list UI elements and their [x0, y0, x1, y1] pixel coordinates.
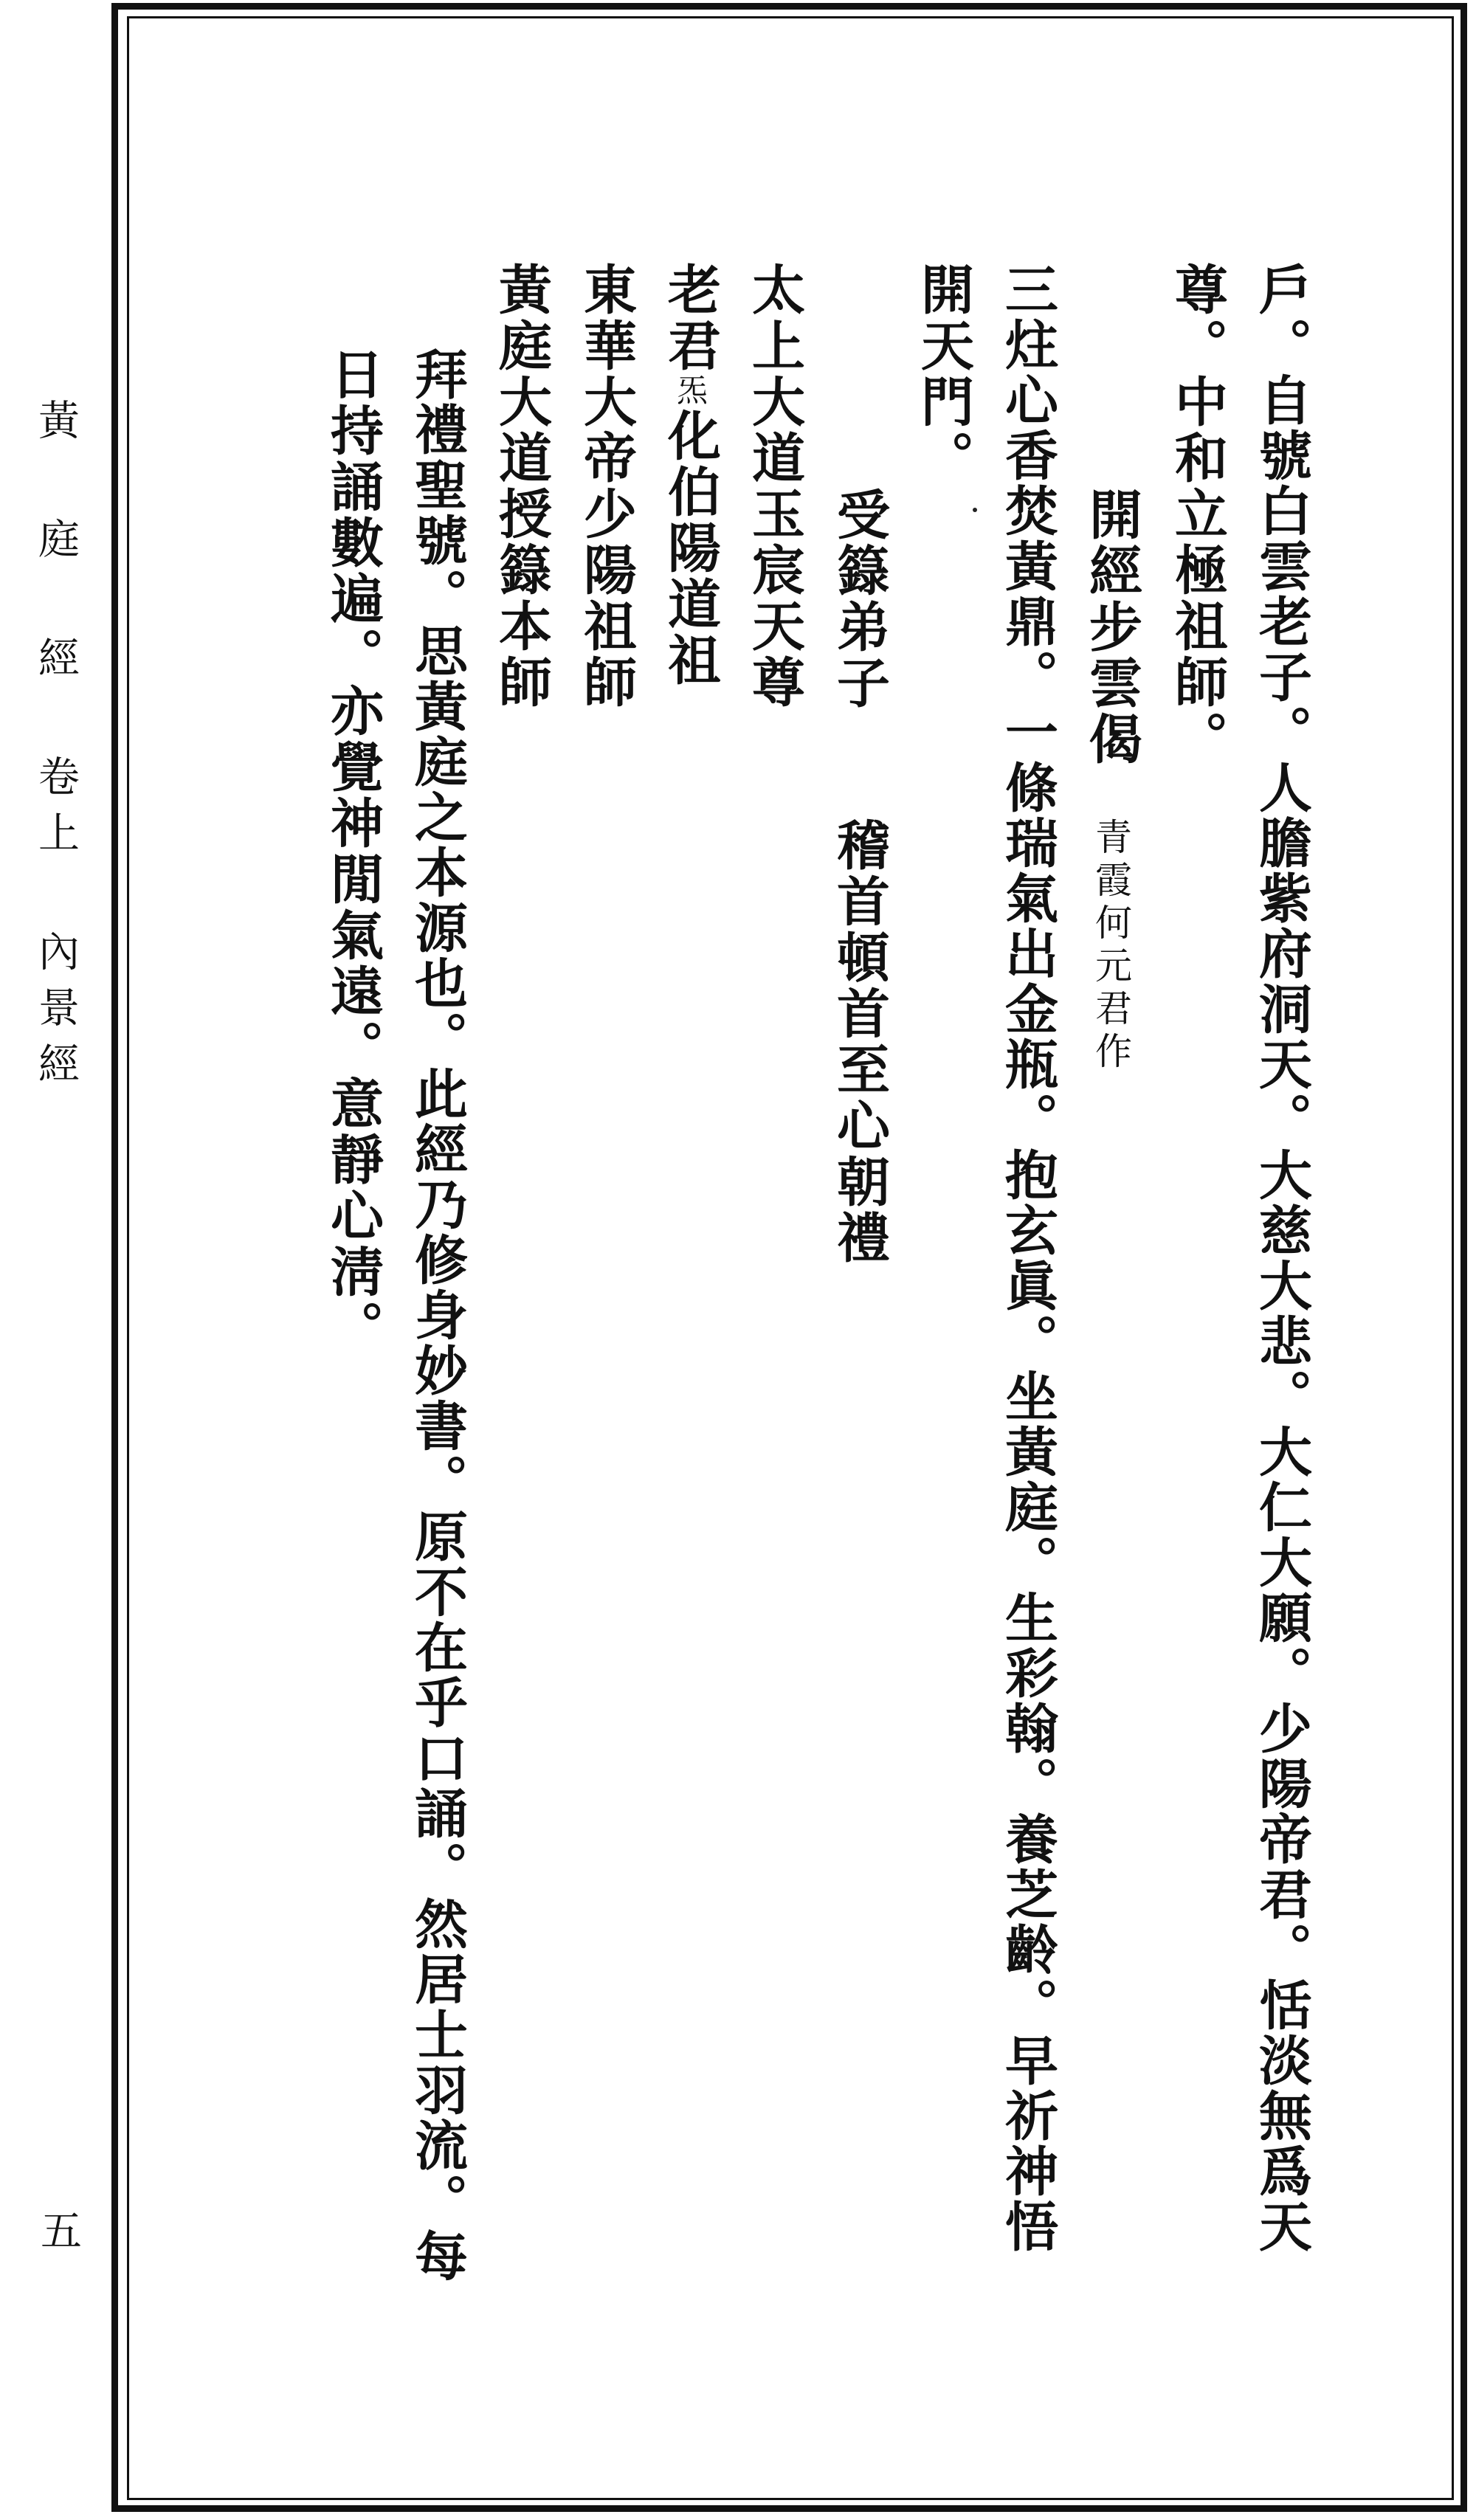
disciple-label: 受籙弟子	[828, 487, 891, 711]
text-column-4: 三炷心香焚黃鼎。一條瑞氣出金瓶。抱玄眞。坐黃庭。生彩翰。養芝齡。早祈神悟	[996, 262, 1059, 2254]
text-column-8-b: 化伯陽道祖	[659, 408, 722, 688]
text-column-1: 戶。自號白雲老子。人膽紫府洞天。大慈大悲。大仁大願。少陽帝君。恬淡無爲天	[1250, 262, 1313, 2254]
text-column-12: 日持誦數遍。亦覺神閒氣遠。意靜心淸。	[322, 347, 384, 1356]
text-column-10: 黃庭大道授籙本師	[490, 262, 553, 711]
text-column-7: 太上大道玉宸天尊	[743, 262, 806, 711]
text-column-8-small: 炁	[672, 374, 708, 408]
ink-mark	[973, 508, 977, 512]
text-column-2: 尊。中和立極祖師。	[1166, 262, 1229, 767]
page-number: 五	[41, 2208, 82, 2256]
hymn-author: 青霞何元君作	[1089, 818, 1132, 1074]
hymn-title: 開經步雲偈	[1080, 487, 1143, 767]
text-column-11: 拜禮聖號。思黃庭之本源也。此經乃修身妙書。原不在乎口誦。然居士羽流。每	[406, 347, 469, 2284]
salutation-text: 稽首頓首至心朝禮	[828, 818, 891, 1266]
text-column-5: 開天門。	[912, 262, 975, 486]
text-column-8-a: 老君	[659, 262, 722, 374]
margin-header: 黃 庭 經 卷上 內景經	[32, 398, 80, 1098]
text-column-8	[659, 262, 722, 688]
text-column-9: 東華大帝少陽祖師	[575, 262, 638, 711]
